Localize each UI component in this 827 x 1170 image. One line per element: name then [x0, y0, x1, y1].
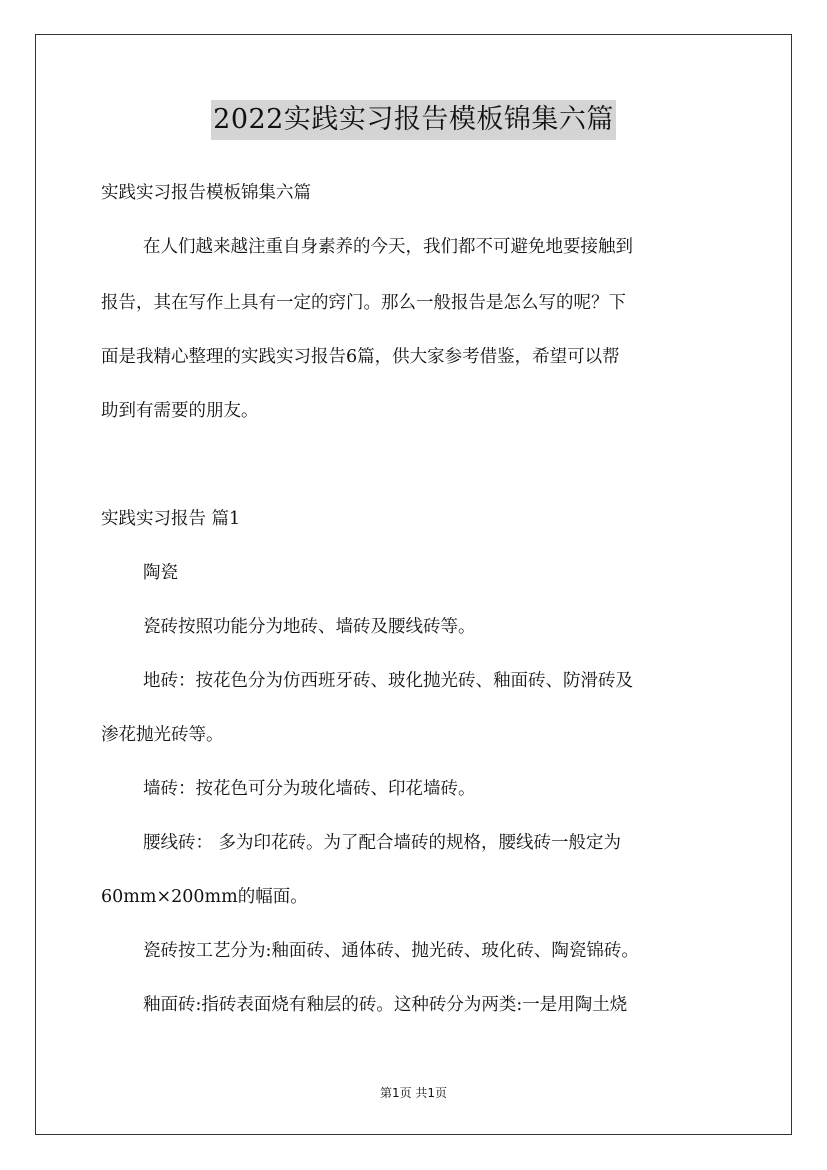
intro-line: 助到有需要的朋友。 [101, 401, 259, 421]
intro-line: 面是我精心整理的实践实习报告6篇，供大家参考借鉴，希望可以帮 [101, 347, 620, 367]
title-container [0, 100, 827, 140]
body-line: 墙砖：按花色可分为玻化墙砖、印花墙砖。 [143, 779, 476, 799]
intro-line: 报告，其在写作上具有一定的窍门。那么一般报告是怎么写的呢？下 [101, 293, 626, 313]
body-line: 60mm×200mm的幅面。 [101, 887, 308, 907]
section-heading: 实践实习报告 篇1 [101, 509, 241, 529]
body-line: 腰线砖： 多为印花砖。为了配合墙砖的规格，腰线砖一般定为 [143, 833, 622, 853]
page-footer: 第1页 共1页 [379, 1086, 448, 1100]
body-line: 陶瓷 [143, 563, 178, 583]
body-line: 地砖：按花色分为仿西班牙砖、玻化抛光砖、釉面砖、防滑砖及 [143, 671, 633, 691]
intro-line: 在人们越来越注重自身素养的今天，我们都不可避免地要接触到 [143, 237, 633, 257]
body-line: 釉面砖:指砖表面烧有釉层的砖。这种砖分为两类:一是用陶土烧 [143, 995, 628, 1015]
body-line: 瓷砖按照功能分为地砖、墙砖及腰线砖等。 [143, 617, 476, 637]
document-title: 2022实践实习报告模板锦集六篇 [211, 100, 616, 140]
body-line: 瓷砖按工艺分为:釉面砖、通体砖、抛光砖、玻化砖、陶瓷锦砖。 [143, 941, 639, 961]
document-subtitle: 实践实习报告模板锦集六篇 [101, 183, 311, 203]
body-line: 渗花抛光砖等。 [101, 725, 224, 745]
